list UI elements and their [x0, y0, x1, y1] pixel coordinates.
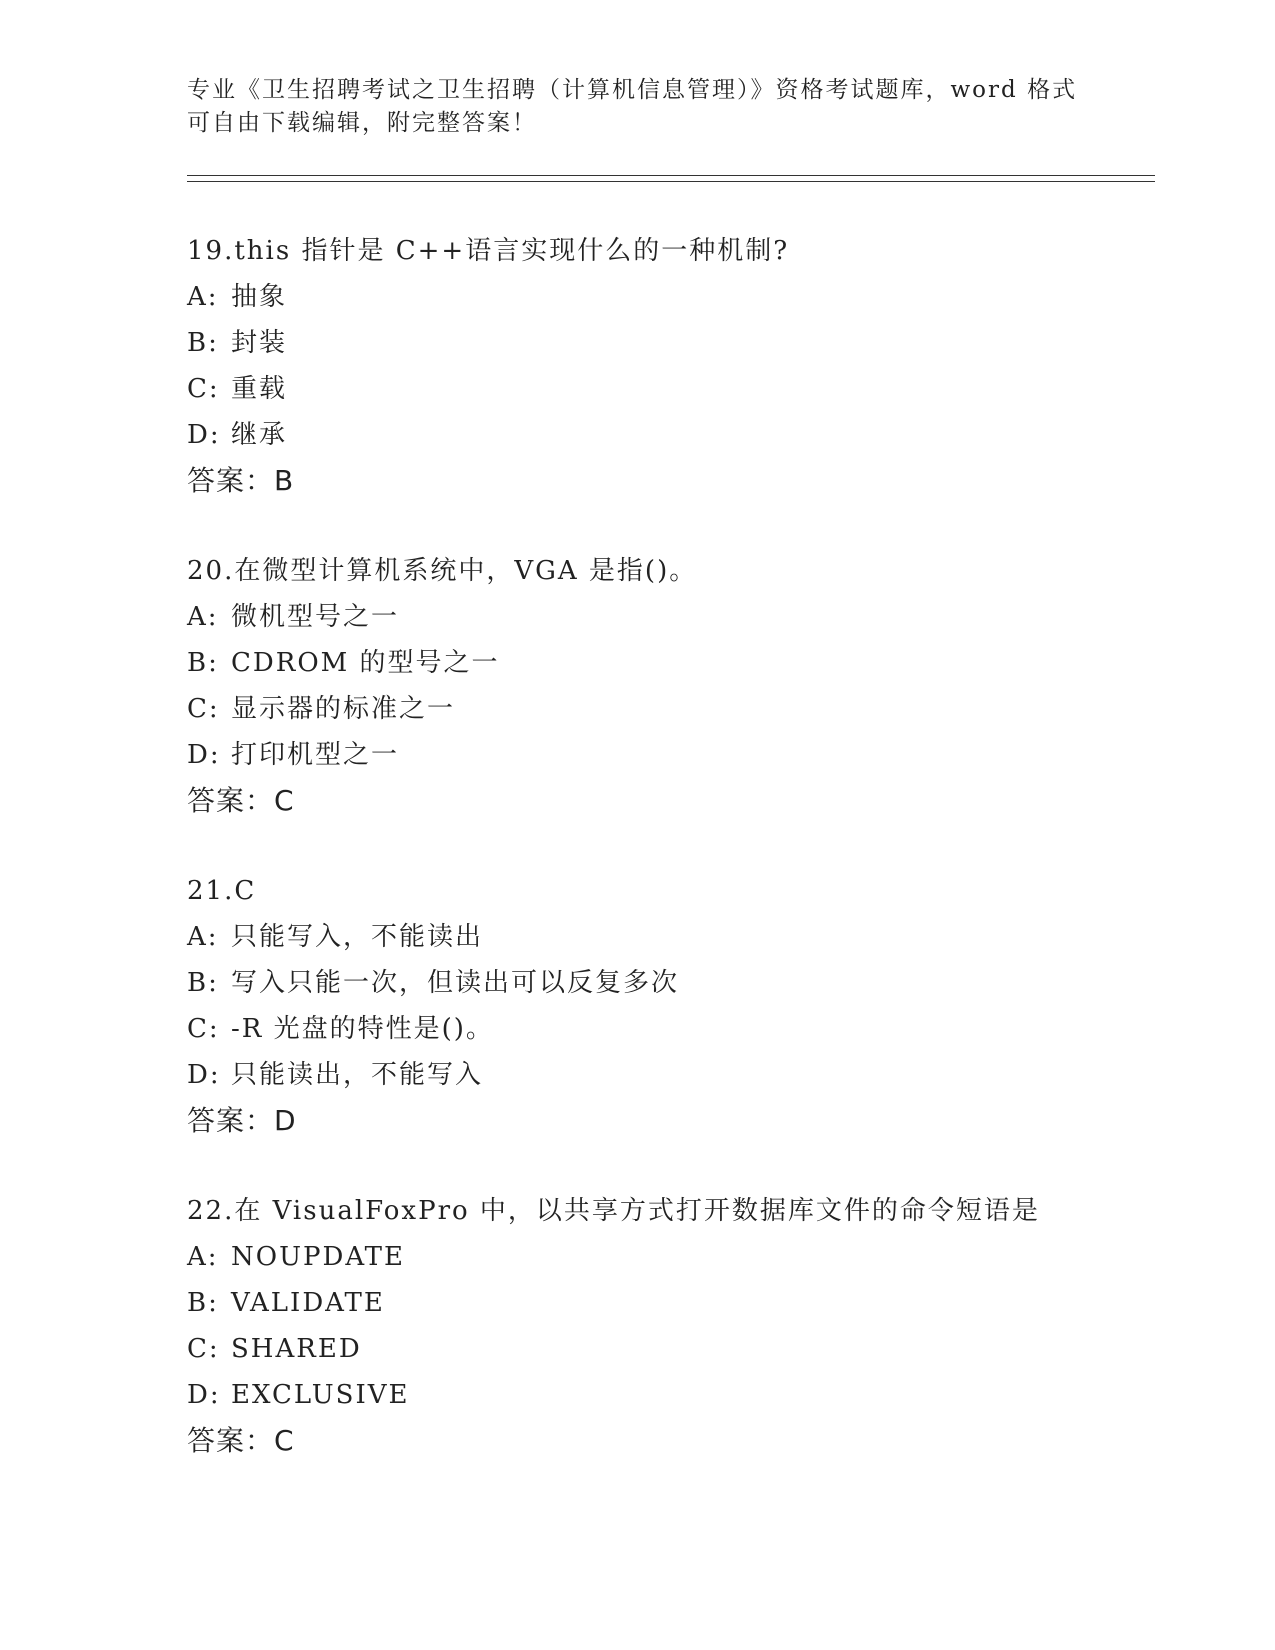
- option-label: C:: [187, 694, 220, 724]
- option-label: C:: [187, 1334, 220, 1364]
- option-text: VALIDATE: [231, 1288, 385, 1318]
- option-text: 只能读出，不能写入: [231, 1060, 484, 1090]
- header-divider-bottom: [187, 181, 1155, 182]
- option-a: [187, 914, 1187, 960]
- option-label: A:: [187, 922, 219, 952]
- option-label: B:: [187, 1288, 219, 1318]
- header-line-2: 可自由下载编辑，附完整答案！: [187, 110, 537, 136]
- option-c: [187, 1326, 1187, 1372]
- option-label: D:: [187, 420, 221, 450]
- option-a: [187, 1234, 1187, 1280]
- option-b: [187, 1280, 1187, 1326]
- answer-line: 答案：C: [187, 1424, 295, 1457]
- option-text: SHARED: [231, 1334, 362, 1364]
- option-label: D:: [187, 740, 221, 770]
- question-stem: 20.在微型计算机系统中，VGA 是指()。: [187, 556, 698, 586]
- option-text: 微机型号之一: [231, 602, 400, 632]
- option-text: 打印机型之一: [231, 740, 400, 770]
- question-stem: 21.C: [187, 876, 257, 906]
- option-text: 写入只能一次，但读出可以反复多次: [231, 968, 680, 998]
- header-line-1: 专业《卫生招聘考试之卫生招聘（计算机信息管理）》资格考试题库，word 格式: [187, 77, 1078, 103]
- answer-line: 答案：C: [187, 784, 295, 817]
- option-label: C:: [187, 374, 220, 404]
- option-label: B:: [187, 328, 219, 358]
- option-a: [187, 274, 1187, 320]
- option-b: [187, 320, 1187, 366]
- question-22: [187, 1188, 1187, 1464]
- option-d: [187, 1372, 1187, 1418]
- option-text: CDROM 的型号之一: [231, 648, 500, 678]
- option-text: 只能写入，不能读出: [231, 922, 484, 952]
- option-d: [187, 412, 1187, 458]
- answer-line: 答案：B: [187, 464, 295, 497]
- option-b: [187, 960, 1187, 1006]
- option-text: EXCLUSIVE: [231, 1380, 410, 1410]
- document-header: [187, 74, 1087, 140]
- option-label: A:: [187, 602, 219, 632]
- option-label: D:: [187, 1060, 221, 1090]
- option-label: A:: [187, 282, 219, 312]
- option-label: B:: [187, 648, 219, 678]
- option-text: -R 光盘的特性是()。: [231, 1014, 494, 1044]
- question-stem: 19.this 指针是 C++语言实现什么的一种机制?: [187, 236, 790, 266]
- header-divider-top: [187, 175, 1155, 176]
- answer-line: 答案：D: [187, 1104, 297, 1137]
- question-stem: 22.在 VisualFoxPro 中，以共享方式打开数据库文件的命令短语是: [187, 1196, 1040, 1226]
- option-a: [187, 594, 1187, 640]
- option-text: 显示器的标准之一: [231, 694, 456, 724]
- option-label: D:: [187, 1380, 221, 1410]
- question-21: [187, 868, 1187, 1144]
- option-text: 重载: [231, 374, 288, 404]
- option-d: [187, 1052, 1187, 1098]
- option-c: [187, 366, 1187, 412]
- question-20: [187, 548, 1187, 824]
- option-c: [187, 1006, 1187, 1052]
- option-label: C:: [187, 1014, 220, 1044]
- option-c: [187, 686, 1187, 732]
- option-b: [187, 640, 1187, 686]
- option-text: NOUPDATE: [231, 1242, 405, 1272]
- option-text: 继承: [231, 420, 288, 450]
- option-text: 封装: [231, 328, 288, 358]
- option-label: B:: [187, 968, 219, 998]
- option-label: A:: [187, 1242, 219, 1272]
- option-d: [187, 732, 1187, 778]
- question-19: [187, 228, 1187, 504]
- option-text: 抽象: [231, 282, 288, 312]
